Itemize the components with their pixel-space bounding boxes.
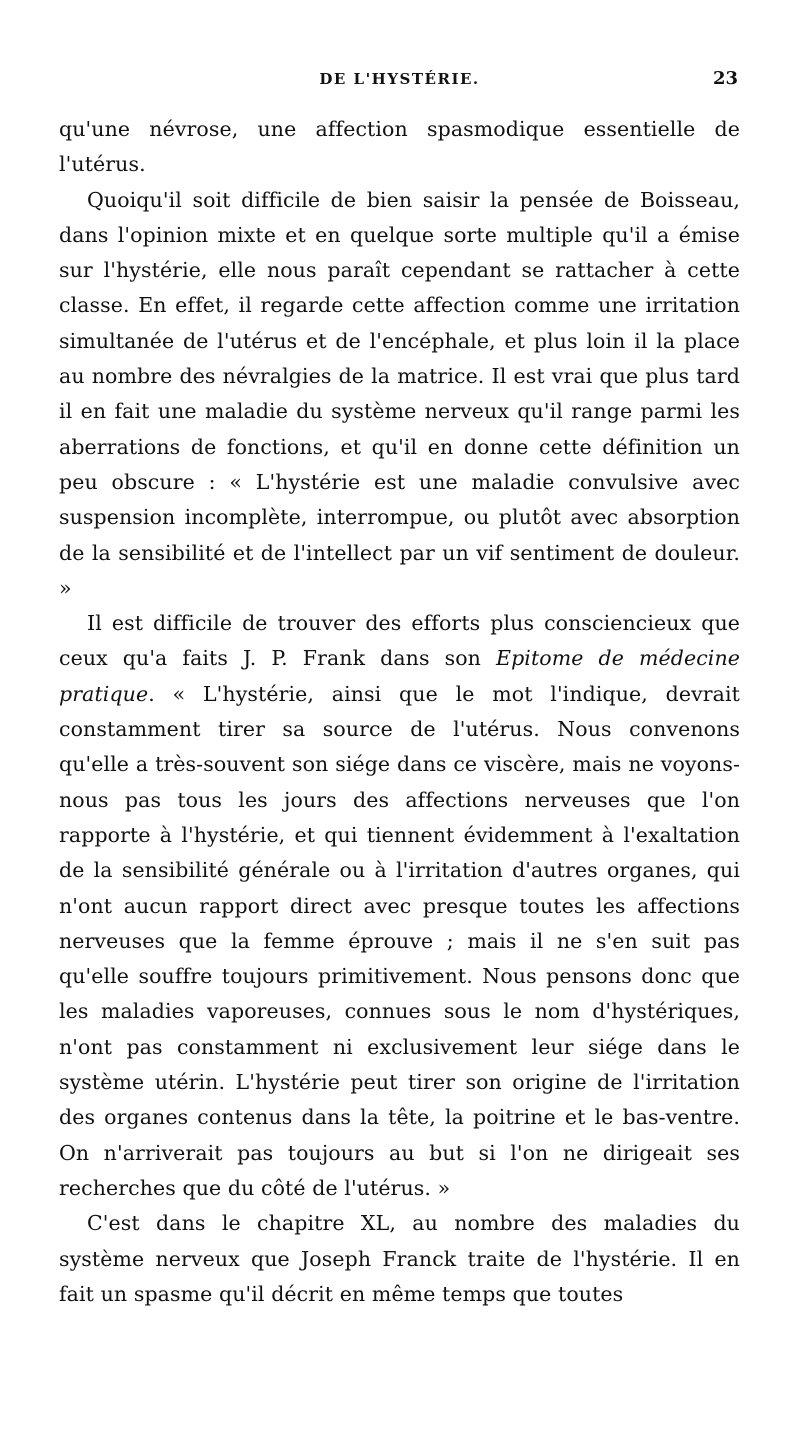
text-run: . « L'hystérie, ainsi que le mot l'indique, devrait constamment tirer sa source de l'utérus. Nous convenons qu'elle a très-souvent son siége dans ce viscère, mais ne voyons-nous pas tous les jours des affections nerveuses que l'on rapporte à l'hystérie, et qui tiennent évidemment à l'exaltation de la sensibilité générale ou à l'irritation d'autres organes, qui n'ont aucun rapport direct avec presque toutes les affections nerveuses que la femme éprouve ; mais il ne s'en suit pas qu'elle souffre toujours primitivement. Nous pensons donc que les maladies vaporeuses, connues sous le nom d'hystériques, n'ont pas constamment ni exclusivement leur siége dans le système utérin. L'hystérie peut tirer son origine de l'irritation des organes contenus dans la tête, la poitrine et le bas-ventre. On n'arriverait pas toujours au but si l'on ne dirigeait ses recherches que du côté de l'utérus. » (59, 681, 740, 1200)
text-run: C'est dans le chapitre XL, au nombre des maladies du système nerveux que Joseph Franck traite de l'hystérie. Il en fait un spasme qu'il décrit en même temps que toutes (59, 1211, 740, 1306)
paragraph (59, 1206, 740, 1312)
book-title: Epitome de médecine pratique (59, 646, 740, 706)
page-header (59, 70, 740, 98)
text-run: Quoiqu'il soit difficile de bien saisir la pensée de Boisseau, dans l'opinion mixte et en quelque sorte multiple qu'il a émise sur l'hystérie, elle nous paraît cependant se rattacher à cette classe. En effet, il regarde cette affection comme une irritation simultanée de l'utérus et de l'encéphale, et plus loin il la place au nombre des névralgies de la matrice. Il est vrai que plus tard il en fait une maladie du système nerveux qu'il range parmi les aberrations de fonctions, et qu'il en donne cette définition un peu obscure : « L'hystérie est une maladie convulsive avec suspension incomplète, interrompue, ou plutôt avec absorption de la sensibilité et de l'intellect par un vif sentiment de douleur. » (59, 187, 740, 600)
paragraph (59, 606, 740, 1206)
text-run: qu'une névrose, une affection spasmodique essentielle de l'utérus. (59, 117, 740, 177)
paragraph (59, 183, 740, 607)
body-text (59, 112, 740, 1312)
page-number: 23 (712, 68, 738, 89)
paragraph (59, 112, 740, 183)
running-title: DE L'HYSTÉRIE. (319, 70, 480, 88)
text-run: Il est difficile de trouver des efforts plus consciencieux que ceux qu'a faits J. P. Frank dans son (59, 611, 740, 671)
